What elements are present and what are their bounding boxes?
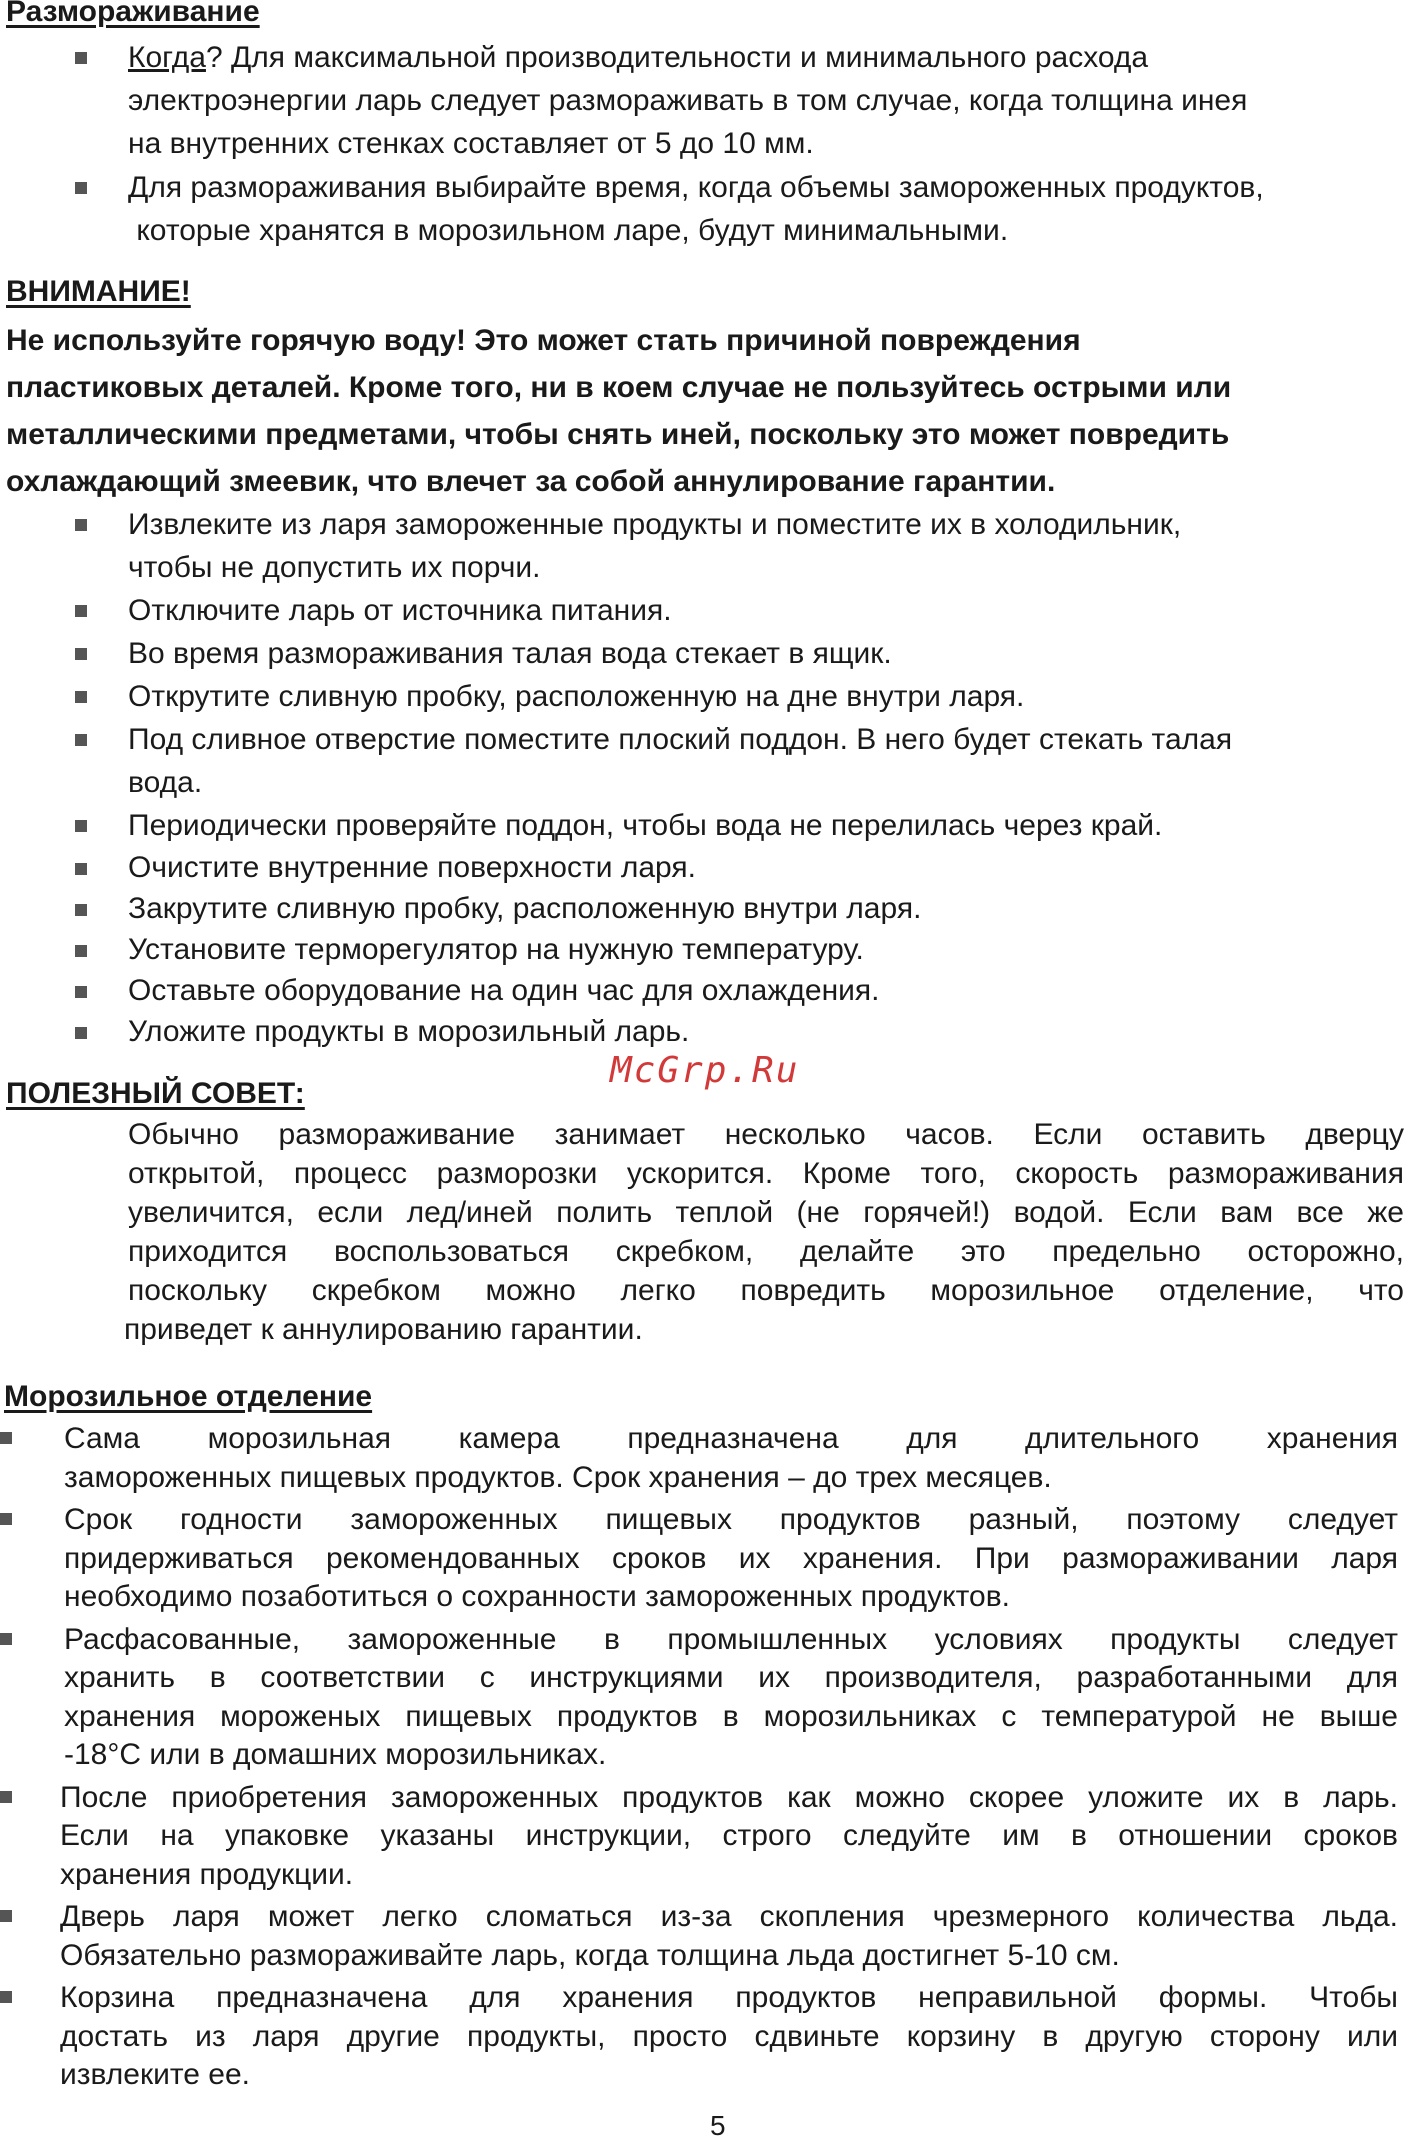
list-item-text [60, 1898, 1398, 1975]
list-item-text [128, 970, 1404, 1011]
list-item [0, 1979, 1398, 2095]
bullet-icon [75, 1027, 87, 1039]
list-item-text [64, 1621, 1398, 1775]
text-line: пластиковых деталей. Кроме того, ни в коем случае не пользуйтесь острыми или [6, 371, 1232, 404]
text-line: -18°С или в домашних морозильниках. [64, 1738, 607, 1771]
when-link: Когда [128, 41, 206, 74]
bullet-icon [75, 986, 87, 998]
bullet-icon [75, 519, 87, 531]
text-line: приведет к аннулированию гарантии. [124, 1313, 643, 1346]
list-item-text [128, 503, 1404, 589]
text-line: которые хранятся в морозильном ларе, будут минимальными. [128, 214, 1009, 247]
bullet-icon [75, 182, 87, 194]
list-item [75, 804, 1404, 847]
list-item [75, 718, 1404, 804]
text-line: необходимо позаботиться о сохранности замороженных продуктов. [64, 1580, 1010, 1613]
text-line: Если на упаковке указаны инструкции, строго следуйте им в отношении сроков [60, 1819, 1398, 1852]
list-item-text [128, 847, 1404, 888]
text-line: хранения мороженых пищевых продуктов в морозильниках с температурой не выше [64, 1699, 1398, 1733]
list-item [0, 1501, 1398, 1617]
list-item [75, 1011, 1404, 1052]
list-item [0, 1898, 1398, 1975]
bullet-icon [75, 904, 87, 916]
text-line: Сама морозильная камера предназначена для длительного хранения [64, 1422, 1398, 1455]
page-number: 5 [710, 2110, 726, 2141]
defrost-list [75, 36, 1404, 252]
defrost-heading: Размораживание [6, 0, 260, 28]
list-item-text [64, 1501, 1398, 1617]
text-line: После приобретения замороженных продуктов как можно скорее уложите их в ларь. [60, 1780, 1398, 1814]
text-line: поскольку скребком можно легко повредить морозильное отделение, что [128, 1274, 1404, 1307]
text-line: открытой, процесс разморозки ускорится. Кроме того, скорость размораживания [128, 1157, 1404, 1190]
list-item [75, 675, 1404, 718]
bullet-icon [0, 1432, 12, 1444]
text-line: Извлеките из ларя замороженные продукты и поместите их в холодильник, [128, 508, 1182, 541]
bullet-icon [75, 863, 87, 875]
list-item-text [128, 675, 1404, 718]
text-line: на внутренних стенках составляет от 5 до 10 мм. [128, 127, 814, 160]
text-line: извлеките ее. [60, 2058, 250, 2091]
text-line: Уложите продукты в морозильный ларь. [128, 1015, 690, 1048]
text-line: Отключите ларь от источника питания. [128, 594, 672, 627]
text-line: Расфасованные, замороженные в промышленных условиях продукты следует [64, 1622, 1398, 1656]
bullet-icon [75, 945, 87, 957]
freezer-heading: Морозильное отделение [4, 1380, 373, 1413]
bullet-icon [75, 605, 87, 617]
text-line: Во время размораживания талая вода стекает в ящик. [128, 637, 892, 670]
tip-heading: ПОЛЕЗНЫЙ СОВЕТ: [6, 1077, 305, 1110]
bullet-icon [0, 1791, 12, 1803]
list-item [0, 1621, 1398, 1775]
bullet-icon [0, 1633, 12, 1645]
list-item [75, 589, 1404, 632]
list-item [75, 166, 1404, 252]
text-line: чтобы не допустить их порчи. [128, 551, 541, 584]
list-item [75, 503, 1404, 589]
defrost-steps-list [75, 503, 1404, 1052]
list-item-text [128, 632, 1404, 675]
text-line: Установите терморегулятор на нужную температуру. [128, 933, 864, 966]
text-line: Закрутите сливную пробку, расположенную внутри ларя. [128, 892, 922, 925]
list-item-text [64, 1420, 1398, 1497]
list-item [0, 1779, 1398, 1895]
bullet-icon [75, 691, 87, 703]
text-line: электроэнергии ларь следует размораживать в том случае, когда толщина инея [128, 84, 1248, 117]
text-line: Под сливное отверстие поместите плоский поддон. В него будет стекать талая [128, 723, 1233, 756]
list-item-text [128, 589, 1404, 632]
list-item-text [128, 804, 1404, 847]
warning-heading: ВНИМАНИЕ! [6, 275, 191, 308]
watermark: McGrp.Ru [610, 1050, 800, 1091]
text-line: хранить в соответствии с инструкциями их производителя, разработанными для [64, 1661, 1398, 1694]
bullet-icon [0, 1513, 12, 1525]
list-item-text [128, 36, 1404, 165]
text-line: замороженных пищевых продуктов. Срок хранения – до трех месяцев. [64, 1460, 1052, 1494]
text-line: вода. [128, 766, 203, 799]
text-line: Обычно размораживание занимает несколько часов. Если оставить дверцу [128, 1118, 1404, 1151]
list-item [75, 36, 1404, 166]
list-item-text [60, 1779, 1398, 1895]
bullet-icon [75, 734, 87, 746]
list-item-text [128, 888, 1404, 929]
text-line: ? Для максимальной производительности и минимального расхода [205, 41, 1149, 74]
tip-text [124, 1115, 1404, 1349]
bullet-icon [0, 1991, 12, 2003]
text-line: хранения продукции. [60, 1857, 354, 1891]
list-item [75, 970, 1404, 1011]
text-line: Периодически проверяйте поддон, чтобы вода не перелилась через край. [128, 809, 1163, 842]
text-line: охлаждающий змеевик, что влечет за собой аннулирование гарантии. [6, 465, 1056, 498]
list-item-text [128, 718, 1404, 804]
list-item-text [128, 929, 1404, 970]
text-line: достать из ларя другие продукты, просто сдвиньте корзину в другую сторону или [60, 2019, 1398, 2053]
text-line: Корзина предназначена для хранения продуктов неправильной формы. Чтобы [60, 1981, 1398, 2014]
bullet-icon [75, 648, 87, 660]
text-line: Не используйте горячую воду! Это может стать причиной повреждения [6, 324, 1081, 357]
text-line: Срок годности замороженных пищевых продуктов разный, поэтому следует [64, 1503, 1398, 1536]
list-item [75, 888, 1404, 929]
text-line: Дверь ларя может легко сломаться из-за скопления чрезмерного количества льда. [60, 1900, 1398, 1933]
text-line: Для размораживания выбирайте время, когда объемы замороженных продуктов, [128, 171, 1264, 204]
list-item [75, 632, 1404, 675]
text-line: Обязательно размораживайте ларь, когда толщина льда достигнет 5-10 см. [60, 1938, 1120, 1972]
warning-text [6, 317, 1396, 505]
list-item-text [128, 166, 1404, 252]
bullet-icon [75, 52, 87, 64]
text-line: увеличится, если лед/иней полить теплой (не горячей!) водой. Если вам все же [128, 1196, 1404, 1229]
freezer-list [0, 1420, 1398, 2099]
text-line: Оставьте оборудование на один час для охлаждения. [128, 974, 880, 1007]
bullet-icon [0, 1910, 12, 1922]
text-line: металлическими предметами, чтобы снять иней, поскольку это может повредить [6, 418, 1230, 451]
text-line: придерживаться рекомендованных сроков их хранения. При размораживании ларя [64, 1541, 1398, 1575]
list-item [75, 847, 1404, 888]
list-item [75, 929, 1404, 970]
text-line: Очистите внутренние поверхности ларя. [128, 851, 696, 884]
list-item-text [128, 1011, 1404, 1052]
list-item [0, 1420, 1398, 1497]
text-line: Открутите сливную пробку, расположенную на дне внутри ларя. [128, 680, 1025, 713]
list-item-text [60, 1979, 1398, 2095]
bullet-icon [75, 820, 87, 832]
text-line: приходится воспользоваться скребком, делайте это предельно осторожно, [128, 1235, 1404, 1268]
